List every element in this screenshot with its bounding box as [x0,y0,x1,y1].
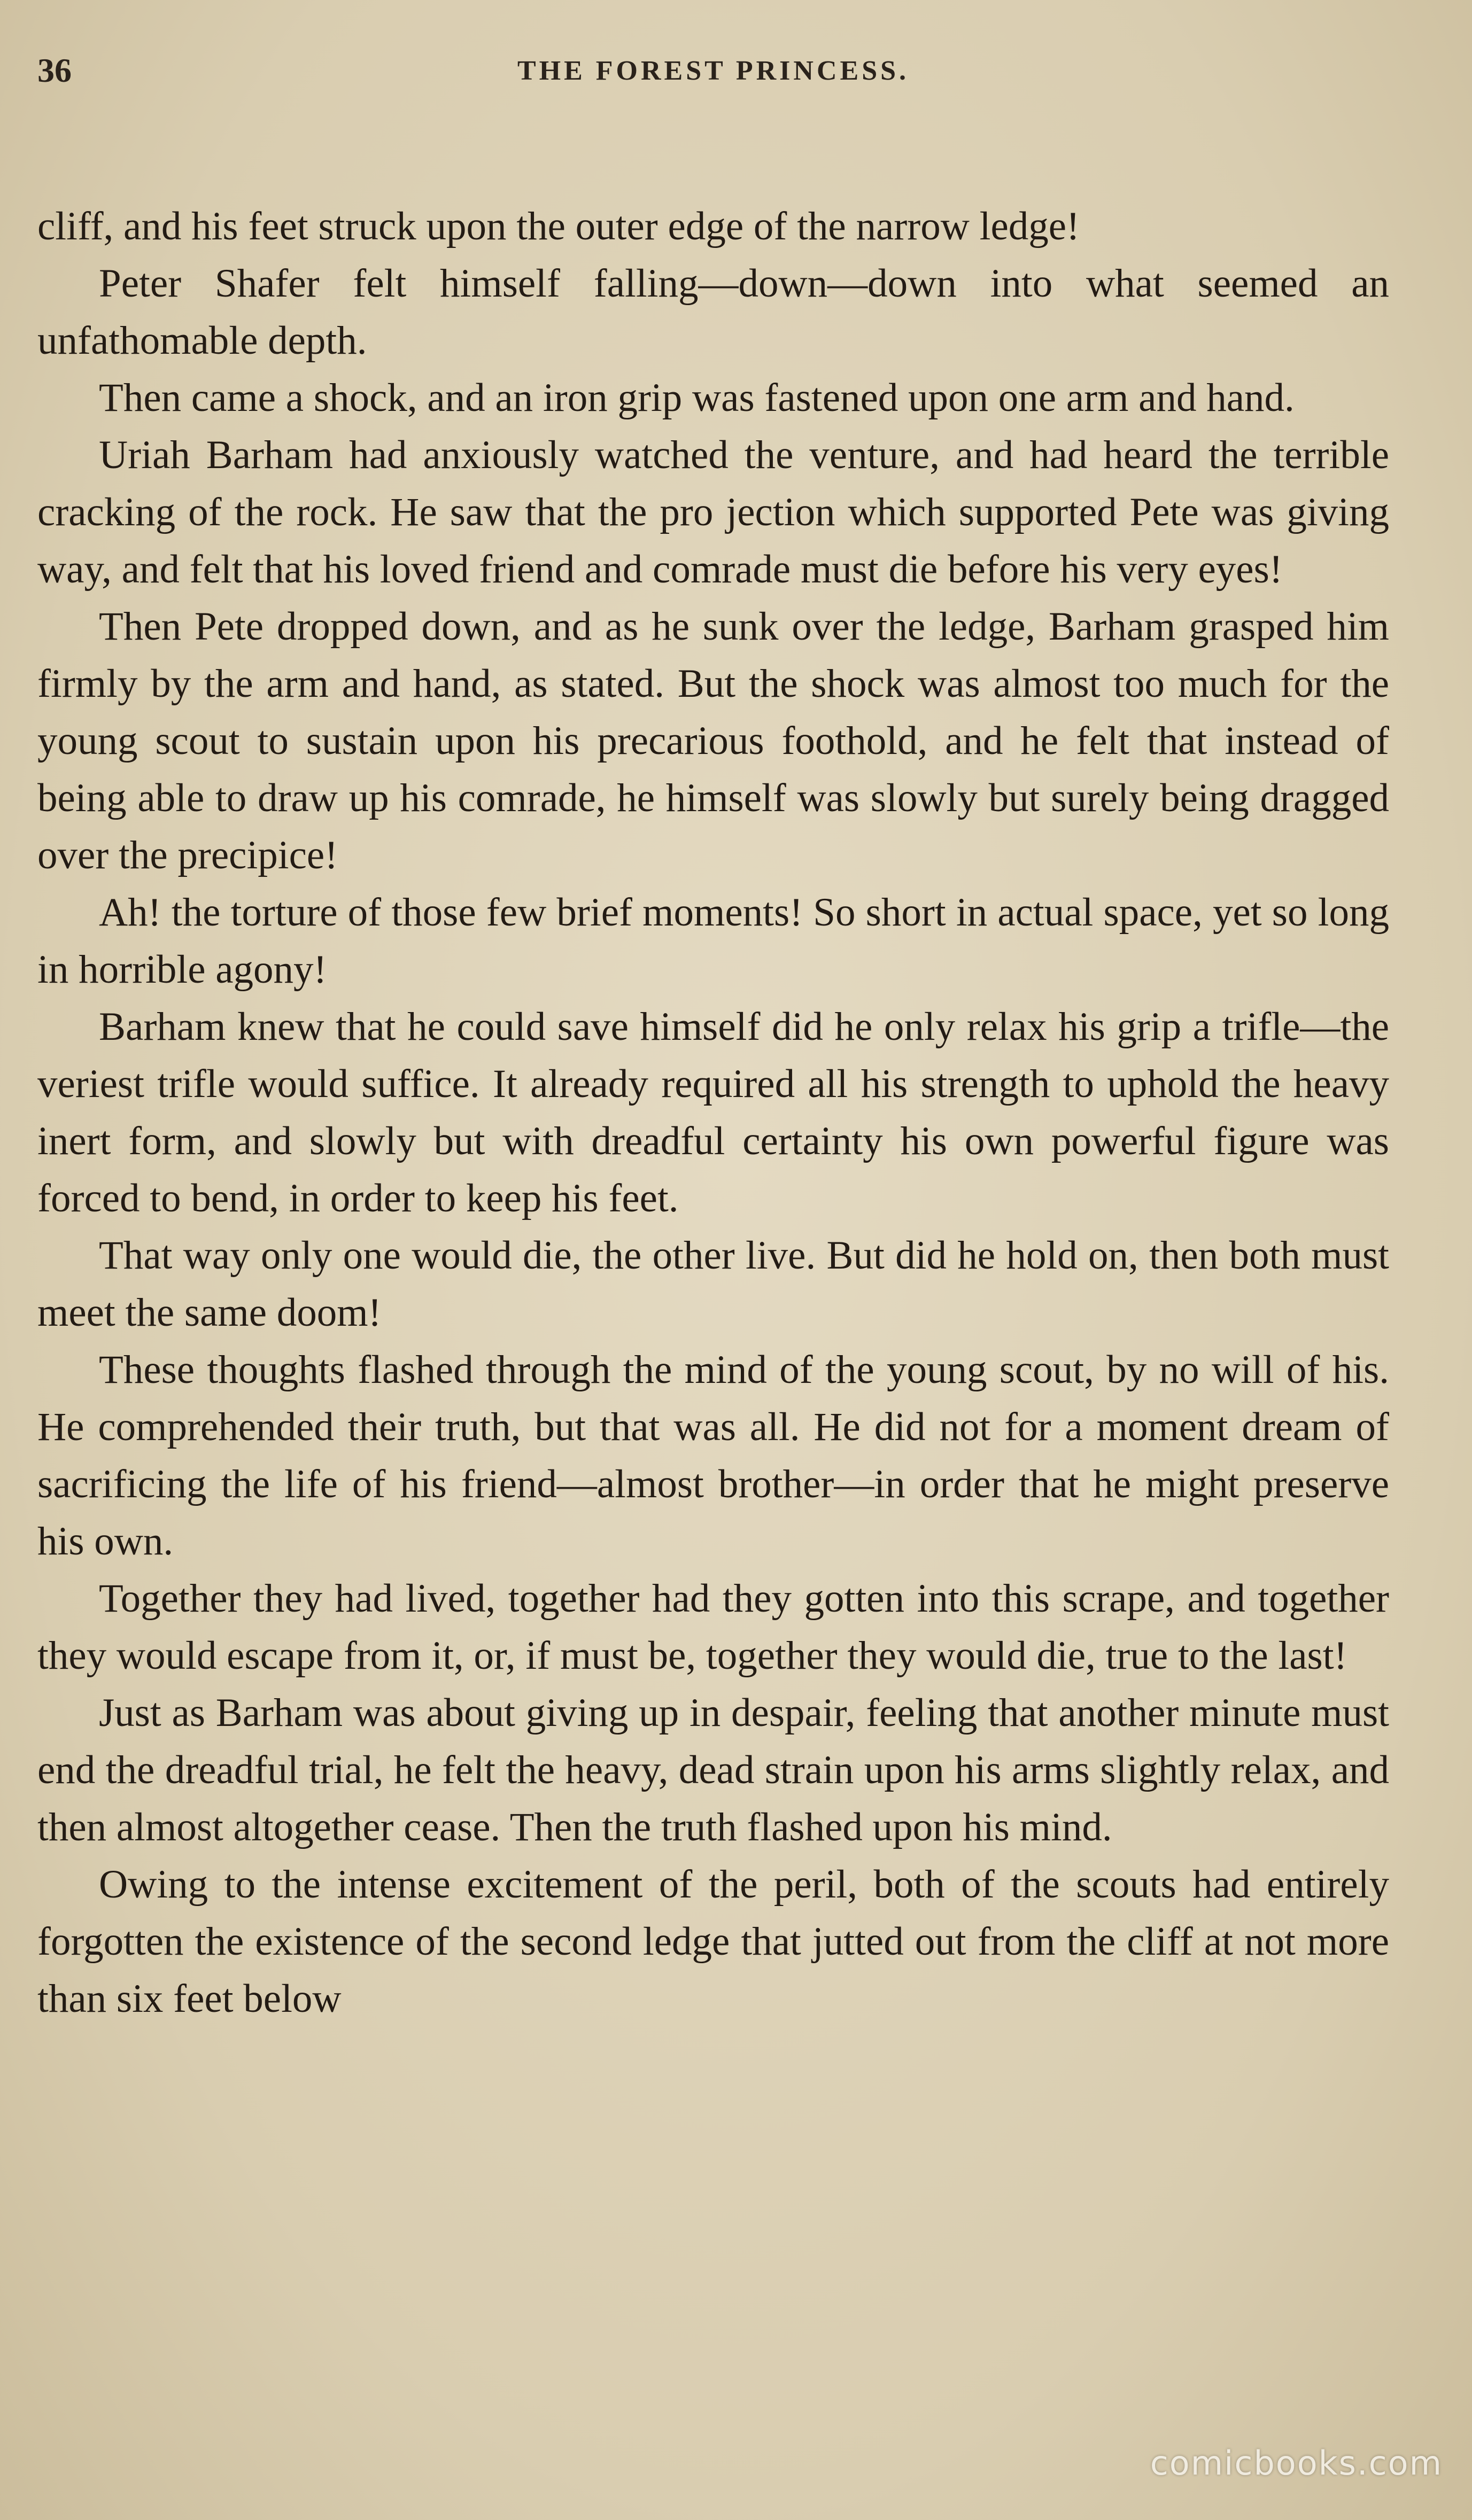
paragraph-2: Peter Shafer felt himself falling—down—down into what seemed an unfathomable depth. [37,261,1389,363]
paragraph-8: That way only one would die, the other live. But did he hold on, then both must meet the same doom! [37,1233,1389,1335]
paragraph-5: Then Pete dropped down, and as he sunk over the ledge, Barham grasped him firmly by the arm and hand, as stated. But the shock was almost too much for the young scout to sustain upon his precarious foothold, and he felt that instead of being able to draw up his comrade, he himself was slowly but surely being dragged over the precipice! [37,604,1389,877]
paragraph-12: Owing to the intense excitement of the peril, both of the scouts had entirely forgotten the existence of the second ledge that jutted out from the cliff at not more than six feet below [37,1862,1389,2021]
paragraph-11: Just as Barham was about giving up in despair, feeling that another minute must end the dreadful trial, he felt the heavy, dead strain upon his arms slightly relax, and then almost altogether cease. Then the truth flashed upon his mind. [37,1691,1389,1849]
paragraph-1: cliff, and his feet struck upon the outer edge of the narrow ledge! [37,204,1080,248]
running-title: THE FOREST PRINCESS. [517,56,910,86]
body-text [37,198,1389,2027]
paragraph-9: These thoughts flashed through the mind of the young scout, by no will of his. He comprehended their truth, but that was all. He did not for a moment dream of sacrificing the life of his friend—almost brother—in order that he might preserve his own. [37,1348,1389,1564]
paragraph-6: Ah! the torture of those few brief moments! So short in actual space, yet so long in horrible agony! [37,890,1389,992]
page-number: 36 [37,51,72,89]
running-head [37,51,1389,94]
paragraph-4: Uriah Barham had anxiously watched the venture, and had heard the terrible cracking of the rock. He saw that the pro jection which supported Pete was giving way, and felt that his loved friend and comrade must die before his very eyes! [37,433,1389,592]
paragraph-10: Together they had lived, together had they gotten into this scrape, and together they would escape from it, or, if must be, together they would die, true to the last! [37,1576,1389,1678]
paragraph-7: Barham knew that he could save himself did he only relax his grip a trifle—the veriest trifle would suffice. It already required all his strength to uphold the heavy inert form, and slowly but with dreadful certainty his own powerful figure was forced to bend, in order to keep his feet. [37,1005,1389,1220]
paragraph-3: Then came a shock, and an iron grip was fastened upon one arm and hand. [99,376,1295,420]
watermark-logo: comicbooks.com [1150,2444,1443,2483]
